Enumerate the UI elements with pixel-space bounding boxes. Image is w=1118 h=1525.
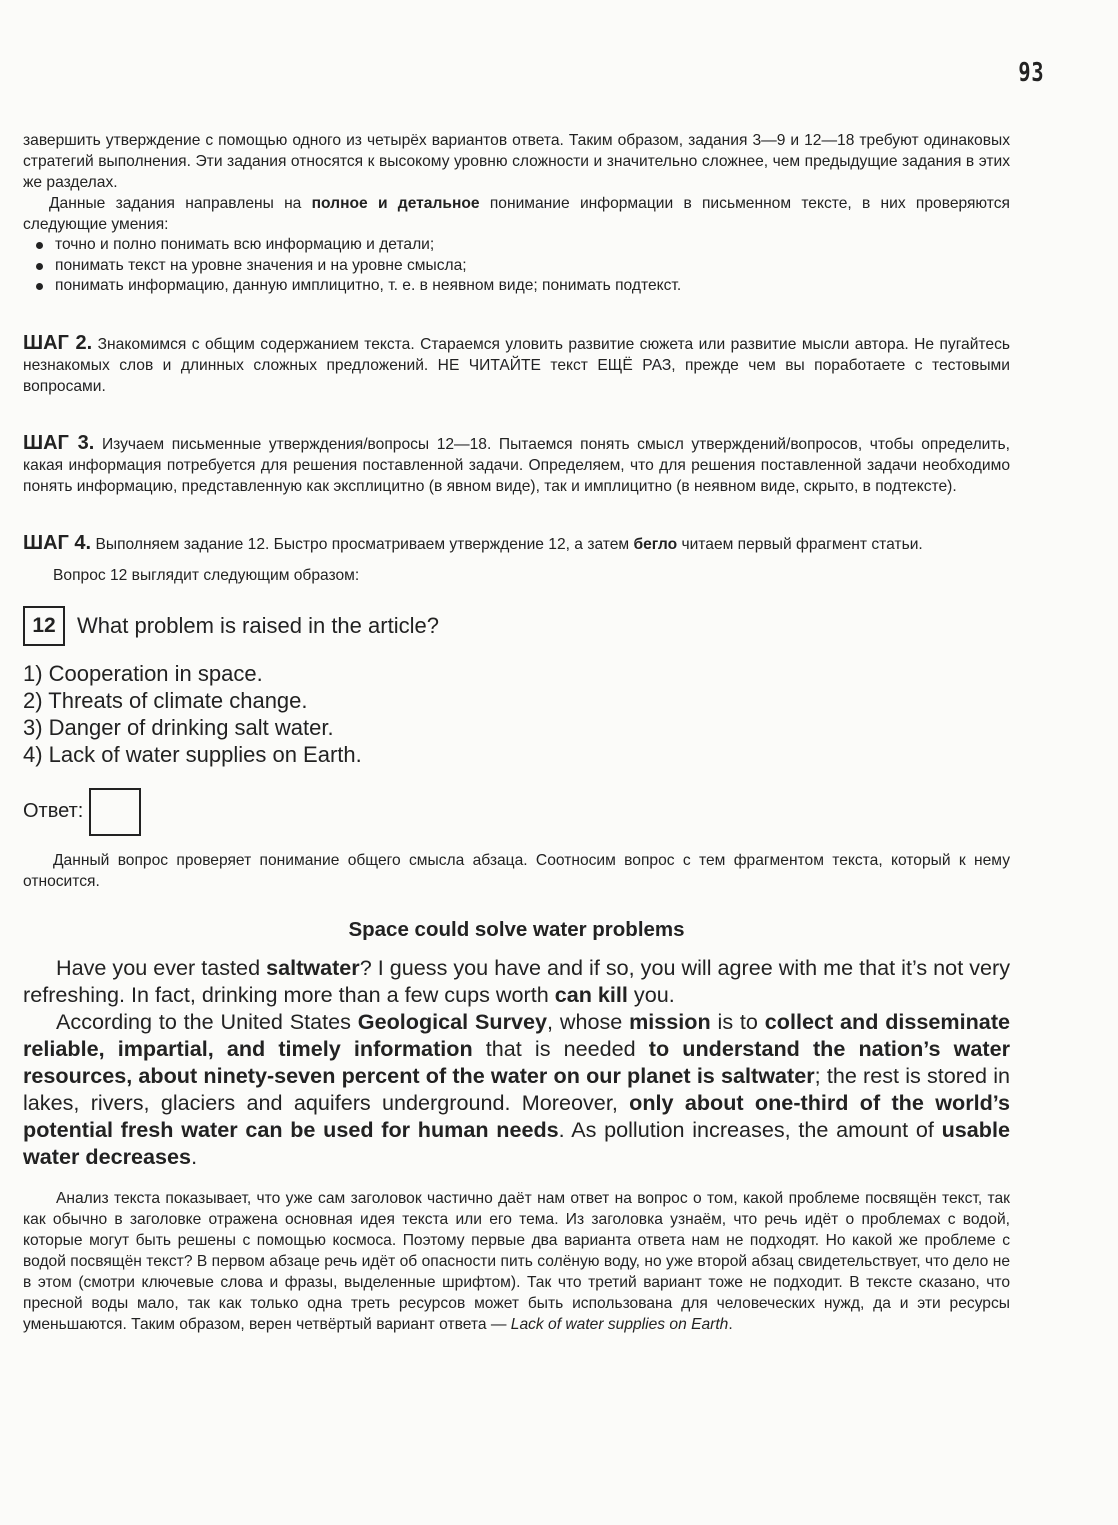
page-number: 93 [1018,58,1044,88]
text-run: ? I guess you have and if so, you will agree with me that it’s not very refreshing. In fact, drinking more than a few cups worth [23,954,1010,1007]
question-row [23,606,1010,646]
text-run: According to the United States [56,1008,358,1034]
step-2-label: ШАГ 2. [23,331,93,354]
keyword-phrase: can kill [554,981,628,1007]
option-item: 4) Lack of water supplies on Earth. [23,741,362,767]
list-item: понимать информацию, данную имплицитно, т. е. в неявном виде; понимать подтекст. [33,276,1010,297]
step-3-label: ШАГ 3. [23,431,95,454]
step-4-label: ШАГ 4. [23,531,92,554]
text-run: that is needed [472,1035,649,1061]
question-number-box: 12 [23,606,65,646]
question-text: What problem is raised in the article? [77,612,439,638]
skills-list [23,235,1010,297]
article-paragraph-2 [23,1008,1010,1170]
page-content [23,130,1010,1335]
answer-options [23,660,1010,768]
intro-skills-paragraph: Данные задания направлены на полное и детальное понимание информации в письменном тексте, в них проверяются следующие умения: [23,195,1010,233]
article-title: Space could solve water problems [348,917,685,941]
keyword-phrase: saltwater [266,954,360,980]
question-intro: Вопрос 12 выглядит следующим образом: [53,566,360,584]
list-item: понимать текст на уровне значения и на уровне смысла; [33,256,1010,277]
answer-box[interactable] [89,788,141,836]
text-run: . [191,1143,198,1169]
keyword-phrase: Geological Survey [357,1008,548,1034]
analysis-paragraph: Анализ текста показывает, что уже сам заголовок частично даёт нам ответ на вопрос о том, какой проблеме посвящён текст, так как обычно в заголовке отражена основная идея текста или его тема. Из заголовка узнаём, что речь идёт о проблемах с водой, которые могут быть решены с помощью космоса. Поэтому первые два варианта ответа нам не подходят. Но какой же проблеме с водой посвящён текст? В первом абзаце речь идёт об опасности пить солёную воду, но уже второй абзац свидетельствует, что дело не в этом (смотри ключевые слова и фразы, выделенные шрифтом). Так что третий вариант тоже не подходит. В тексте сказано, что пресной воды мало, так как только одна треть ресурсов может быть использована для человеческих нужд, да и эти ресурсы уменьшаются. Таким образом, верен четвёртый вариант ответа — Lack of water supplies on Earth. [23,1189,1010,1333]
step-3: ШАГ 3. Изучаем письменные утверждения/вопросы 12—18. Пытаемся понять смысл утверждений/вопросов, чтобы определить, какая информация потребуется для решения поставленной задачи. Определяем, что для решения поставленной задачи необходимо понять информацию, представленную как эксплицитно (в явном виде), так и имплицитно (в неявном виде, скрыто, в подтексте). [23,431,1010,495]
step-2: ШАГ 2. Знакомимся с общим содержанием текста. Стараемся уловить развитие сюжета или развитие мысли автора. Не пугайтесь незнакомых слов и длинных сложных предложений. НЕ ЧИТАЙТЕ текст ЕЩЁ РАЗ, прежде чем вы поработаете с тестовыми вопросами. [23,331,1010,395]
text-run: , whose [547,1008,630,1034]
answer-row [23,788,1010,836]
keyword-phrase: collect and disseminate reliable, impartial, and timely information [23,1008,1011,1061]
article-paragraph-1 [23,954,1010,1008]
text-run: ; the rest is stored in lakes, rivers, glaciers and aquifers underground. Moreover, [23,1062,1011,1115]
list-item: точно и полно понимать всю информацию и детали; [33,235,1010,256]
answer-label: Ответ: [23,800,84,822]
step-4: ШАГ 4. Выполняем задание 12. Быстро просматриваем утверждение 12, а затем бегло читаем первый фрагмент статьи. [23,531,923,554]
text-run: you. [627,981,675,1007]
keyword-phrase: to understand the nation’s water resources, about ninety-seven percent of the water on our planet is saltwater [23,1035,1010,1088]
check-note: Данный вопрос проверяет понимание общего смысла абзаца. Соотносим вопрос с тем фрагментом текста, который к нему относится. [23,851,1010,890]
intro-paragraph: завершить утверждение с помощью одного из четырёх вариантов ответа. Таким образом, задания 3—9 и 12—18 требуют одинаковых стратегий выполнения. Эти задания относятся к высокому уровню сложности и значительно сложнее, чем предыдущие задания в этих же разделах. [23,132,1010,191]
keyword-phrase: mission [629,1008,711,1034]
text-run: is to [710,1008,765,1034]
text-run: . As pollution increases, the amount of [558,1116,942,1142]
option-item: 3) Danger of drinking salt water. [23,714,334,740]
keyword-phrase: only about one-third of the world’s potential fresh water can be used for human needs [23,1089,1010,1142]
text-run: Have you ever tasted [56,954,267,980]
option-item: 2) Threats of climate change. [23,687,308,713]
analysis-block [23,1188,1010,1335]
option-item: 1) Cooperation in space. [23,660,263,686]
keyword-phrase: usable water decreases [23,1116,1010,1169]
